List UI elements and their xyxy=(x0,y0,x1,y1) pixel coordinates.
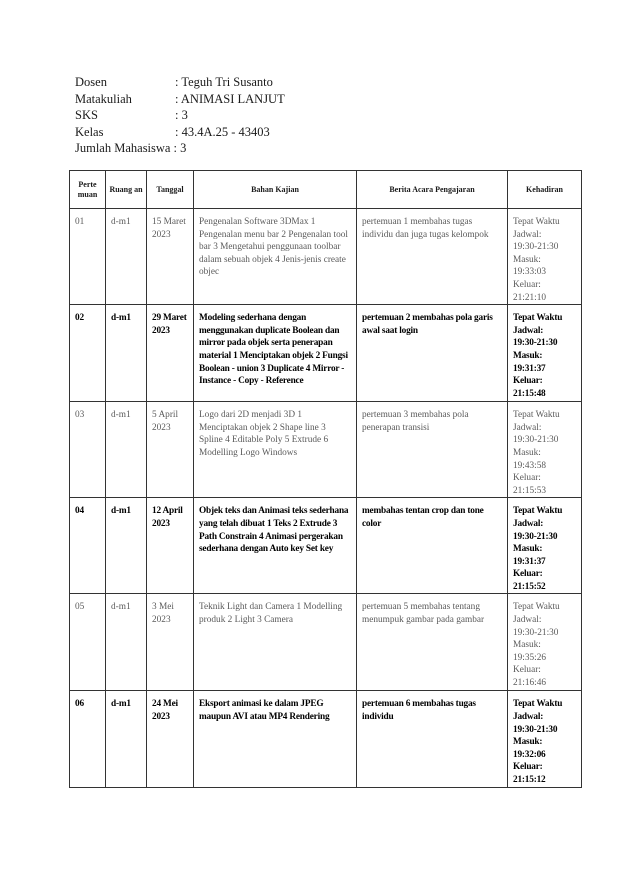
table-row xyxy=(70,305,582,402)
cell-kehadiran xyxy=(508,691,582,787)
cell-bahan-kajian: Eksport animasi ke dalam JPEG maupun AVI atau MP4 Rendering xyxy=(194,691,357,787)
check-out-time: 21:15:48 xyxy=(513,388,546,399)
check-out-label: Keluar: xyxy=(513,762,543,773)
check-in-label: Masuk: xyxy=(513,447,541,458)
check-out-label: Keluar: xyxy=(513,279,541,290)
cell-berita-acara: membahas tentan crop dan tone color xyxy=(357,498,508,594)
info-row-dosen xyxy=(75,74,285,91)
attendance-status: Tepat Waktu xyxy=(513,602,560,613)
table-row xyxy=(70,498,582,594)
check-out-time: 21:16:46 xyxy=(513,678,547,689)
info-row-jumlah-mahasiswa xyxy=(75,140,285,157)
cell-pertemuan: 02 xyxy=(70,305,106,402)
check-out-label: Keluar: xyxy=(513,665,541,676)
check-in-label: Masuk: xyxy=(513,254,541,265)
attendance-status: Tepat Waktu xyxy=(513,506,563,517)
info-row-matakuliah xyxy=(75,91,285,108)
check-out-label: Keluar: xyxy=(513,569,543,580)
cell-pertemuan: 01 xyxy=(70,209,106,305)
check-out-time: 21:15:12 xyxy=(513,775,546,786)
cell-berita-acara: pertemuan 6 membahas tugas individu xyxy=(357,691,508,787)
cell-ruangan: d-m1 xyxy=(106,402,147,498)
table-row xyxy=(70,594,582,691)
check-out-time: 21:15:52 xyxy=(513,581,546,592)
course-info xyxy=(75,74,285,157)
cell-pertemuan: 03 xyxy=(70,402,106,498)
check-in-label: Masuk: xyxy=(513,640,541,651)
cell-tanggal: 29 Maret 2023 xyxy=(147,305,194,402)
info-value: : 3 xyxy=(173,141,187,155)
cell-bahan-kajian: Modeling sederhana dengan menggunakan duplicate Boolean dan mirror pada objek serta penerapan material 1 Menciptakan objek 2 Fungsi Boolean - union 3 Duplicate 4 Mirror - Instance - Copy - Reference xyxy=(194,305,357,402)
check-in-label: Masuk: xyxy=(513,737,543,748)
cell-ruangan: d-m1 xyxy=(106,498,147,594)
cell-berita-acara: pertemuan 3 membahas pola penerapan transisi xyxy=(357,402,508,498)
schedule-label: Jadwal: xyxy=(513,422,542,433)
header-berita-acara: Berita Acara Pengajaran xyxy=(357,171,508,209)
cell-pertemuan: 04 xyxy=(70,498,106,594)
attendance-status: Tepat Waktu xyxy=(513,217,560,227)
cell-bahan-kajian: Pengenalan Software 3DMax 1 Pengenalan menu bar 2 Pengenalan tool bar 3 Mengetahui penggunaan toolbar dalam sebuah objek 4 Jenis-jenis create objec xyxy=(194,209,357,305)
schedule-time: 19:30-21:30 xyxy=(513,435,559,446)
cell-bahan-kajian: Logo dari 2D menjadi 3D 1 Menciptakan objek 2 Shape line 3 Spline 4 Editable Poly 5 Extrude 6 Modelling Logo Windows xyxy=(194,402,357,498)
info-label: Kelas xyxy=(75,124,104,139)
info-value: : 43.4A.25 - 43403 xyxy=(175,124,270,139)
check-out-time: 21:21:10 xyxy=(513,292,547,303)
attendance-table xyxy=(69,170,582,788)
cell-pertemuan: 06 xyxy=(70,691,106,787)
cell-kehadiran xyxy=(508,498,582,594)
cell-bahan-kajian: Objek teks dan Animasi teks sederhana yang telah dibuat 1 Teks 2 Extrude 3 Path Constrain 4 Animasi pergerakan sederhana dengan Auto key Set key xyxy=(194,498,357,594)
cell-ruangan: d-m1 xyxy=(106,594,147,691)
info-value: : Teguh Tri Susanto xyxy=(175,75,273,89)
check-in-label: Masuk: xyxy=(513,350,543,361)
cell-kehadiran xyxy=(508,305,582,402)
info-label: Matakuliah xyxy=(75,91,132,106)
schedule-time: 19:30-21:30 xyxy=(513,338,558,349)
cell-berita-acara: pertemuan 5 membahas tentang menumpuk gambar pada gambar xyxy=(357,594,508,691)
cell-kehadiran xyxy=(508,402,582,498)
header-bahan-kajian: Bahan Kajian xyxy=(194,171,357,209)
check-in-time: 19:33:03 xyxy=(513,267,547,278)
cell-bahan-kajian: Teknik Light dan Camera 1 Modelling produk 2 Light 3 Camera xyxy=(194,594,357,691)
schedule-time: 19:30-21:30 xyxy=(513,627,559,638)
check-in-time: 19:35:26 xyxy=(513,652,547,663)
attendance-status: Tepat Waktu xyxy=(513,410,560,421)
header-kehadiran: Kehadiran xyxy=(508,171,582,209)
check-out-time: 21:15:53 xyxy=(513,485,547,496)
schedule-label: Jadwal: xyxy=(513,325,544,336)
cell-ruangan: d-m1 xyxy=(106,691,147,787)
cell-kehadiran xyxy=(508,594,582,691)
header-pertemuan: Perte muan xyxy=(70,171,106,209)
cell-ruangan: d-m1 xyxy=(106,305,147,402)
table-row xyxy=(70,209,582,305)
schedule-label: Jadwal: xyxy=(513,518,544,529)
table-row xyxy=(70,691,582,787)
cell-tanggal: 5 April 2023 xyxy=(147,402,194,498)
cell-berita-acara: pertemuan 1 membahas tugas individu dan juga tugas kelompok xyxy=(357,209,508,305)
cell-tanggal: 3 Mei 2023 xyxy=(147,594,194,691)
check-in-label: Masuk: xyxy=(513,544,543,555)
info-label: Dosen xyxy=(75,75,107,89)
info-label: Jumlah Mahasiswa xyxy=(75,141,171,155)
info-value: : 3 xyxy=(175,108,188,122)
schedule-label: Jadwal: xyxy=(513,229,542,240)
table-header-row xyxy=(70,171,582,209)
info-row-kelas xyxy=(75,124,285,141)
header-ruangan: Ruang an xyxy=(106,171,147,209)
info-value: : ANIMASI LANJUT xyxy=(175,91,285,106)
schedule-time: 19:30-21:30 xyxy=(513,724,558,735)
schedule-time: 19:30-21:30 xyxy=(513,531,558,542)
cell-ruangan: d-m1 xyxy=(106,209,147,305)
check-in-time: 19:32:06 xyxy=(513,749,546,760)
cell-pertemuan: 05 xyxy=(70,594,106,691)
cell-kehadiran xyxy=(508,209,582,305)
cell-tanggal: 12 April 2023 xyxy=(147,498,194,594)
check-in-time: 19:31:37 xyxy=(513,556,546,567)
attendance-status: Tepat Waktu xyxy=(513,313,563,324)
cell-tanggal: 24 Mei 2023 xyxy=(147,691,194,787)
check-in-time: 19:43:58 xyxy=(513,460,547,471)
check-out-label: Keluar: xyxy=(513,376,543,387)
schedule-label: Jadwal: xyxy=(513,615,542,626)
info-label: SKS xyxy=(75,108,98,122)
info-row-sks xyxy=(75,107,285,124)
cell-tanggal: 15 Maret 2023 xyxy=(147,209,194,305)
check-in-time: 19:31:37 xyxy=(513,363,546,374)
check-out-label: Keluar: xyxy=(513,473,541,484)
header-tanggal: Tanggal xyxy=(147,171,194,209)
attendance-status: Tepat Waktu xyxy=(513,699,563,710)
table-row xyxy=(70,402,582,498)
schedule-time: 19:30-21:30 xyxy=(513,242,559,253)
cell-berita-acara: pertemuan 2 membahas pola garis awal saat login xyxy=(357,305,508,402)
schedule-label: Jadwal: xyxy=(513,712,544,723)
